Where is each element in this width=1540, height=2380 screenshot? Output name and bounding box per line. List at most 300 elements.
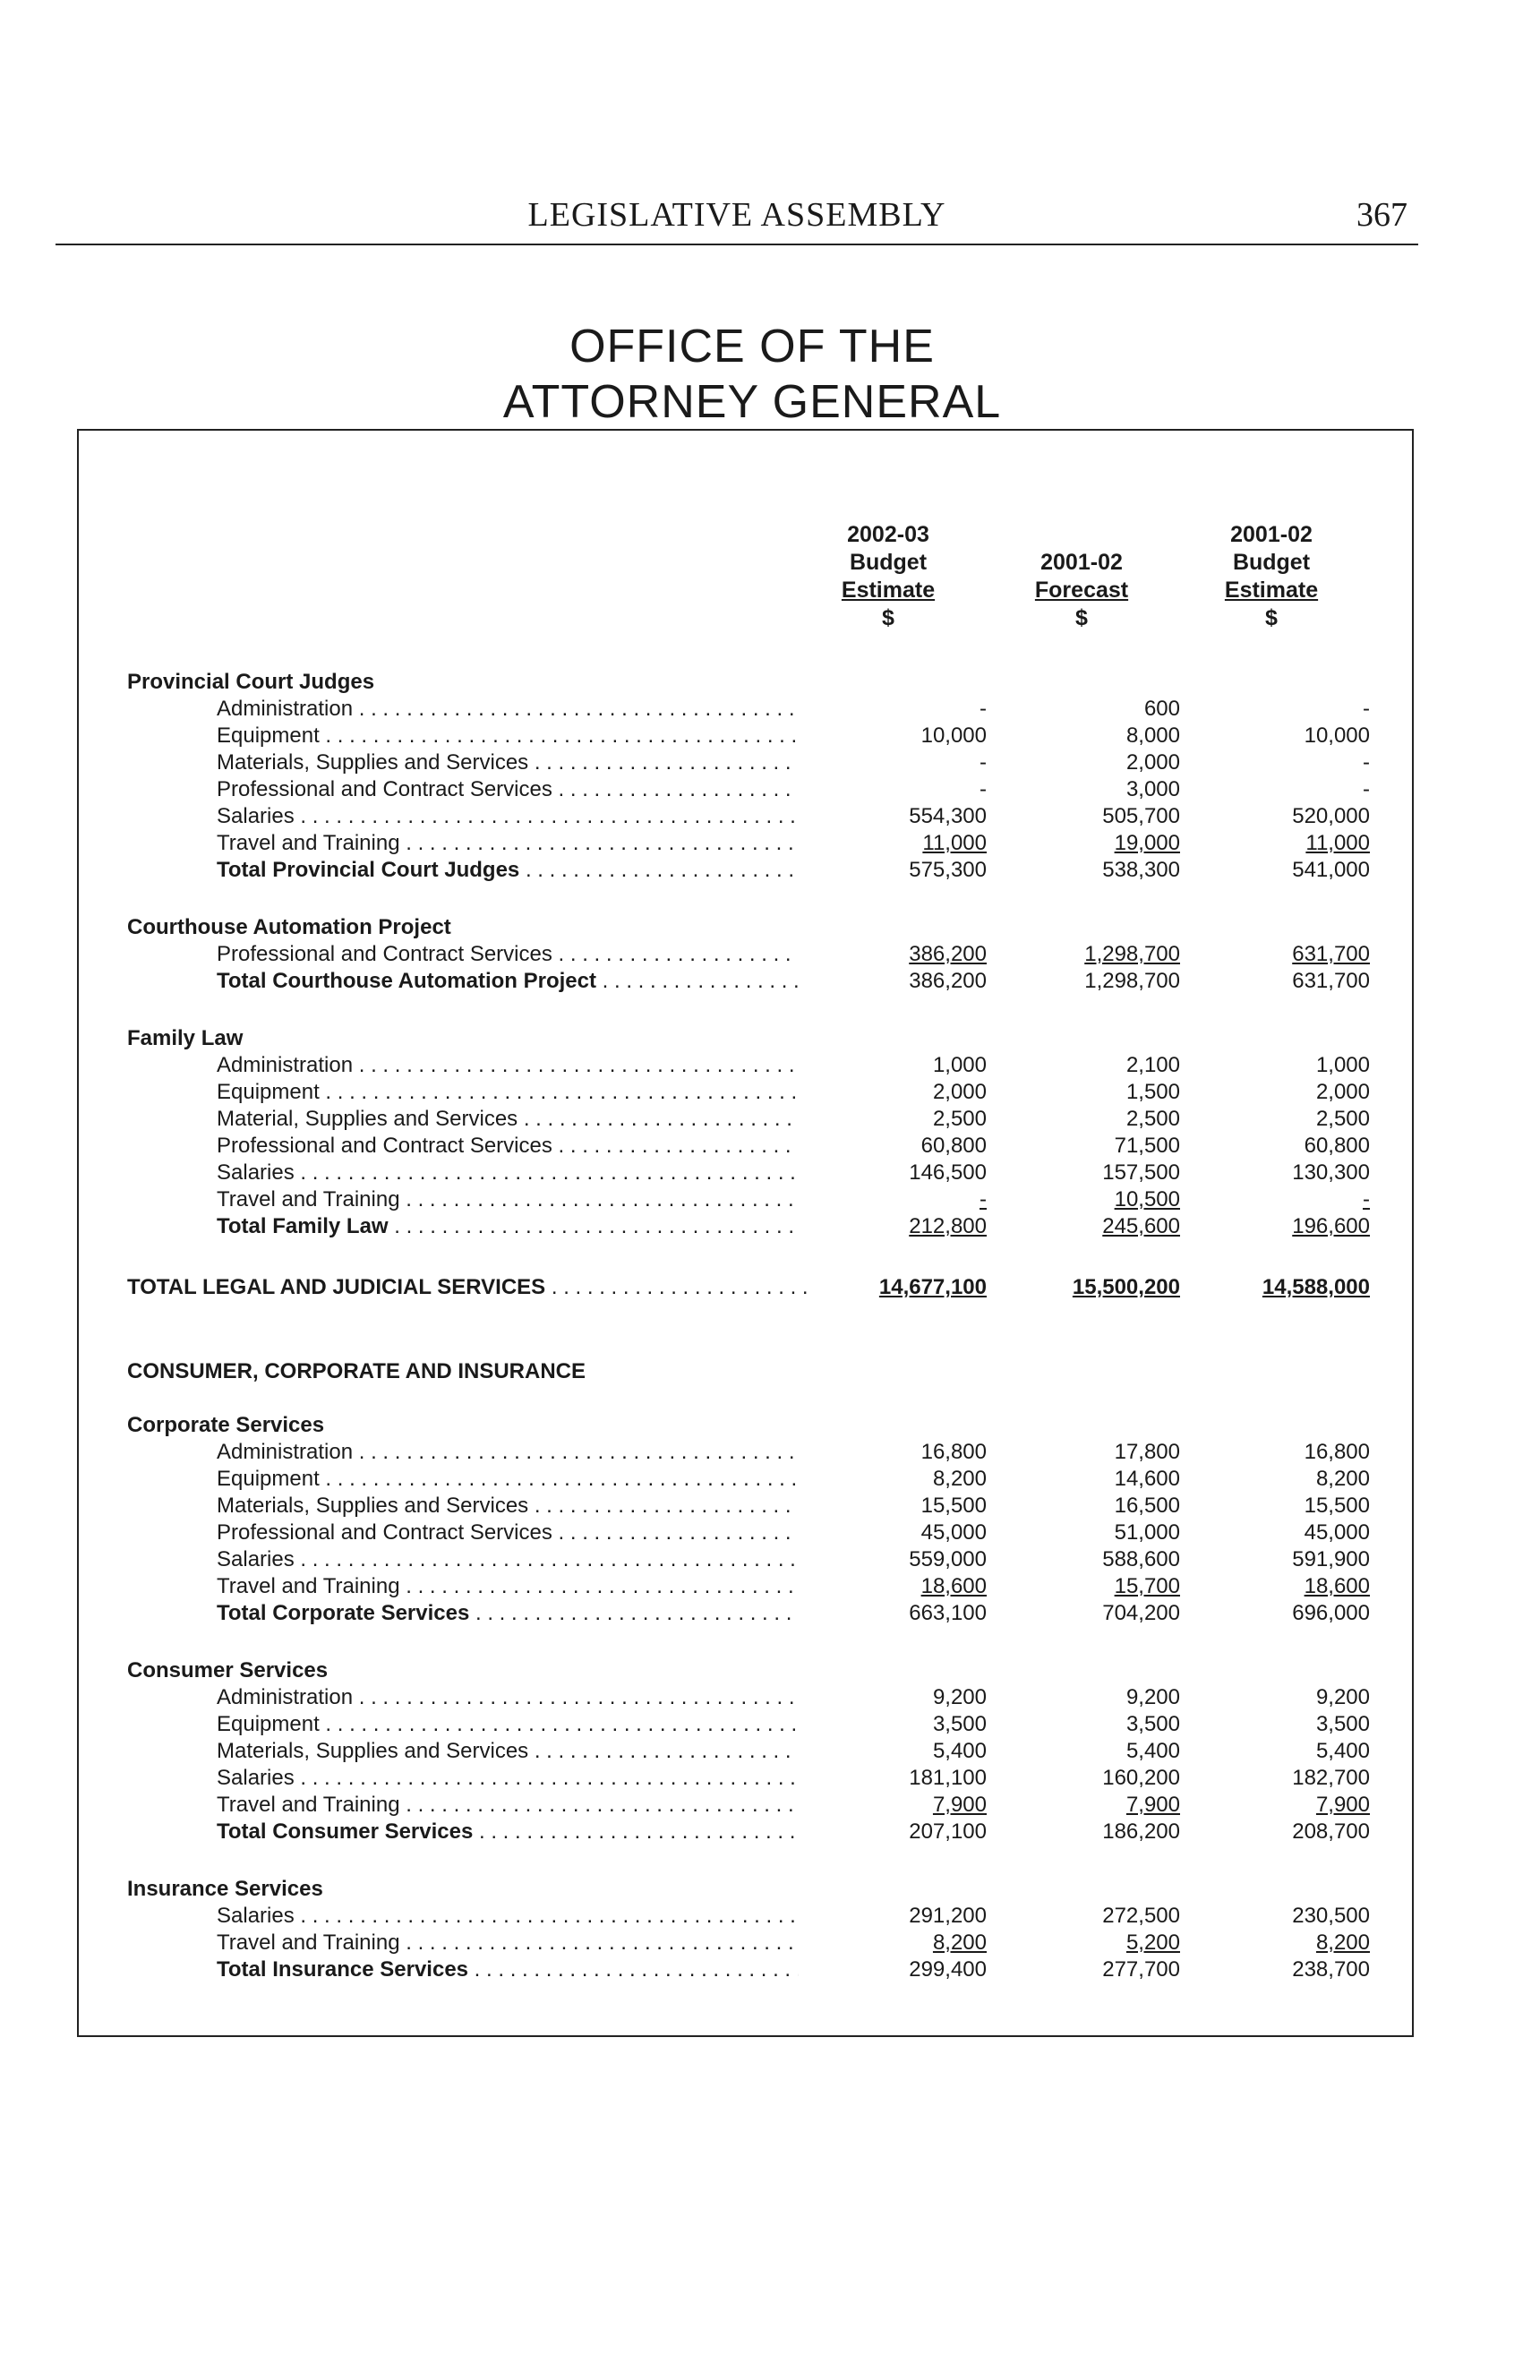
row-value-text: 230,500 (1292, 1904, 1370, 1928)
total-row (0, 858, 1540, 885)
row-value (1173, 831, 1370, 856)
row-value-text: 45,000 (920, 1520, 987, 1545)
row-value (790, 1574, 987, 1599)
row-value-text: 160,200 (1102, 1766, 1180, 1790)
row-value-text: 14,588,000 (1262, 1275, 1370, 1299)
row-value-text: 16,500 (1114, 1494, 1180, 1518)
row-value (1173, 1601, 1370, 1626)
row-label: Salaries . . . (217, 1160, 799, 1186)
row-value (983, 1275, 1180, 1300)
table-row (0, 1107, 1540, 1134)
row-value-text: 10,000 (1304, 723, 1370, 748)
document-title-line2: ATTORNEY GENERAL (502, 376, 1002, 428)
row-value-text: 11,000 (1305, 831, 1370, 855)
row-label: Travel and Training . . . (217, 1187, 799, 1212)
row-label: Total Insurance Services . . . (217, 1957, 799, 1982)
row-value (1173, 1685, 1370, 1710)
row-value (790, 1931, 987, 1956)
column-header-unit: $ (882, 605, 894, 630)
row-value (790, 1134, 987, 1159)
row-label: Total Consumer Services . . . (217, 1819, 799, 1845)
row-value-text: 10,500 (1114, 1187, 1180, 1211)
row-value-text: 2,500 (932, 1107, 987, 1131)
row-value-text: 196,600 (1292, 1214, 1370, 1238)
table-row (0, 1440, 1540, 1467)
total-row (0, 1819, 1540, 1846)
row-value (1173, 1574, 1370, 1599)
row-value-text: 520,000 (1292, 804, 1370, 828)
row-value-text: 2,500 (1315, 1107, 1370, 1131)
row-value-text: 7,900 (1125, 1793, 1180, 1817)
row-value (983, 777, 1180, 802)
row-value-text: 386,200 (909, 942, 987, 966)
row-value-text: 559,000 (909, 1547, 987, 1571)
grand-row (0, 1275, 1540, 1302)
row-value (790, 1547, 987, 1572)
table-row (0, 697, 1540, 723)
row-value-text: 2,000 (1315, 1080, 1370, 1104)
row-label: Materials, Supplies and Services . . . (217, 1494, 799, 1519)
row-label: Insurance Services (127, 1877, 323, 1901)
table-row (0, 804, 1540, 831)
running-head: LEGISLATIVE ASSEMBLY (527, 196, 946, 234)
row-value (983, 1214, 1180, 1239)
section-row (0, 915, 1540, 942)
row-value (790, 1080, 987, 1105)
row-value-text: 51,000 (1114, 1520, 1180, 1545)
row-value-text: 14,600 (1114, 1467, 1180, 1491)
row-value-text: - (1363, 1187, 1370, 1211)
row-value (790, 697, 987, 722)
row-value (983, 1134, 1180, 1159)
row-value-text: 505,700 (1102, 804, 1180, 828)
row-label: Equipment . . . (217, 1080, 799, 1105)
table-row (0, 1160, 1540, 1187)
row-value-text: 15,700 (1114, 1574, 1180, 1598)
row-value (1173, 1793, 1370, 1818)
row-label: Materials, Supplies and Services . . . (217, 750, 799, 775)
row-value-text: 2,000 (1125, 750, 1180, 775)
row-value-text: 146,500 (909, 1160, 987, 1185)
row-label: Administration . . . (217, 1440, 799, 1465)
page-header (56, 195, 1418, 244)
row-value (1173, 1214, 1370, 1239)
row-value-text: 631,700 (1292, 942, 1370, 966)
row-value-text: 386,200 (909, 969, 987, 993)
column-header-line: 2002-03 (847, 522, 929, 547)
row-value-text: 272,500 (1102, 1904, 1180, 1928)
row-value (1173, 723, 1370, 749)
row-value-text: 1,000 (1315, 1053, 1370, 1077)
row-value (1173, 1053, 1370, 1078)
row-value-text: 2,100 (1125, 1053, 1180, 1077)
row-value (983, 1685, 1180, 1710)
row-value (1173, 1931, 1370, 1956)
row-label: Salaries . . . (217, 1904, 799, 1929)
row-label: Administration . . . (217, 1685, 799, 1710)
table-row (0, 723, 1540, 750)
row-value (790, 1793, 987, 1818)
table-row (0, 1187, 1540, 1214)
row-value (983, 1494, 1180, 1519)
row-value (1173, 804, 1370, 829)
row-label: Professional and Contract Services . . . (217, 1520, 799, 1545)
row-value-text: - (980, 777, 987, 801)
row-label: Equipment . . . (217, 1467, 799, 1492)
table-row (0, 1467, 1540, 1494)
row-value-text: 696,000 (1292, 1601, 1370, 1625)
total-row (0, 969, 1540, 996)
row-label: Total Provincial Court Judges . . . (217, 858, 799, 883)
row-value-text: 2,500 (1125, 1107, 1180, 1131)
table-row (0, 750, 1540, 777)
row-value (790, 858, 987, 883)
row-value (983, 831, 1180, 856)
row-value (1173, 1494, 1370, 1519)
row-label: Provincial Court Judges (127, 670, 375, 694)
row-value-text: - (980, 697, 987, 721)
column-header-line: Budget (849, 550, 928, 575)
row-value-text: 14,677,100 (878, 1275, 987, 1299)
document-title (322, 319, 1182, 430)
row-value-text: 10,000 (920, 723, 987, 748)
row-value (790, 1819, 987, 1845)
row-value (1173, 1080, 1370, 1105)
row-label: Consumer Services (127, 1658, 329, 1682)
row-label: Courthouse Automation Project (127, 915, 451, 939)
row-value (790, 942, 987, 967)
total-row (0, 1601, 1540, 1628)
row-value (983, 1739, 1180, 1764)
row-value (790, 1214, 987, 1239)
table-row (0, 1574, 1540, 1601)
row-value-text: 538,300 (1102, 858, 1180, 882)
row-value (790, 1053, 987, 1078)
column-header-line: 2001-02 (1230, 522, 1313, 547)
row-value (983, 1766, 1180, 1791)
table-row (0, 1931, 1540, 1957)
column-header-line: Estimate (1224, 578, 1319, 603)
section-row (0, 1026, 1540, 1053)
row-value (1173, 858, 1370, 883)
row-value-text: - (980, 1187, 987, 1211)
row-value-text: 7,900 (932, 1793, 987, 1817)
row-value (983, 1931, 1180, 1956)
section-row (0, 670, 1540, 697)
row-label: Material, Supplies and Services . . . (217, 1107, 799, 1132)
row-value (1173, 1440, 1370, 1465)
row-value-text: 9,200 (1125, 1685, 1180, 1709)
row-label: Materials, Supplies and Services . . . (217, 1739, 799, 1764)
row-value (983, 858, 1180, 883)
row-value-text: 277,700 (1102, 1957, 1180, 1982)
row-value (983, 1712, 1180, 1737)
row-label: Professional and Contract Services . . . (217, 1134, 799, 1159)
row-value (790, 750, 987, 775)
table-row (0, 1766, 1540, 1793)
column-header-forecast-2001-02 (983, 521, 1180, 632)
row-label: Equipment . . . (217, 723, 799, 749)
row-value-text: 238,700 (1292, 1957, 1370, 1982)
row-value-text: - (980, 750, 987, 775)
row-value-text: 2,000 (932, 1080, 987, 1104)
table-row (0, 1053, 1540, 1080)
row-value (1173, 1739, 1370, 1764)
row-value (1173, 1904, 1370, 1929)
row-value-text: 631,700 (1292, 969, 1370, 993)
row-value-text: 8,200 (1315, 1931, 1370, 1955)
column-header-line: Budget (1232, 550, 1311, 575)
row-value (983, 1187, 1180, 1212)
row-value-text: 60,800 (1304, 1134, 1370, 1158)
row-label: Administration . . . (217, 1053, 799, 1078)
row-value-text: 181,100 (909, 1766, 987, 1790)
row-value-text: 7,900 (1315, 1793, 1370, 1817)
row-value-text: 5,200 (1125, 1931, 1180, 1955)
row-value-text: 18,600 (920, 1574, 987, 1598)
row-value (983, 1053, 1180, 1078)
row-value-text: 554,300 (909, 804, 987, 828)
row-value-text: 15,500 (1304, 1494, 1370, 1518)
row-value-text: - (1363, 777, 1370, 801)
row-value (983, 1601, 1180, 1626)
row-label: Travel and Training . . . (217, 1931, 799, 1956)
row-value (983, 1160, 1180, 1186)
row-value (790, 1440, 987, 1465)
table-row (0, 1494, 1540, 1520)
row-label: Travel and Training . . . (217, 831, 799, 856)
row-value-text: 11,000 (922, 831, 987, 855)
row-value-text: 704,200 (1102, 1601, 1180, 1625)
row-value (1173, 1160, 1370, 1186)
row-value-text: 8,200 (932, 1467, 987, 1491)
row-value (1173, 1107, 1370, 1132)
row-value-text: 1,500 (1125, 1080, 1180, 1104)
row-value-text: 130,300 (1292, 1160, 1370, 1185)
row-value (1173, 1187, 1370, 1212)
table-row (0, 1547, 1540, 1574)
table-row (0, 1080, 1540, 1107)
row-label: Total Family Law . . . (217, 1214, 799, 1239)
row-value-text: 591,900 (1292, 1547, 1370, 1571)
total-row (0, 1214, 1540, 1241)
row-value (790, 1467, 987, 1492)
table-row (0, 777, 1540, 804)
row-value (790, 1187, 987, 1212)
row-label: Salaries . . . (217, 804, 799, 829)
table-row (0, 1520, 1540, 1547)
row-value (1173, 697, 1370, 722)
row-value-text: 71,500 (1114, 1134, 1180, 1158)
row-value (983, 1957, 1180, 1982)
row-value (790, 1520, 987, 1545)
row-value (790, 1107, 987, 1132)
table-row (0, 942, 1540, 969)
row-label: TOTAL LEGAL AND JUDICIAL SERVICES . . . (127, 1275, 808, 1300)
row-value-text: 212,800 (909, 1214, 987, 1238)
row-value (1173, 969, 1370, 994)
row-value-text: 3,500 (1125, 1712, 1180, 1736)
row-value (1173, 1819, 1370, 1845)
row-value-text: 9,200 (932, 1685, 987, 1709)
row-value (983, 1574, 1180, 1599)
row-label: Travel and Training . . . (217, 1574, 799, 1599)
row-value-text: 186,200 (1102, 1819, 1180, 1844)
row-value-text: 208,700 (1292, 1819, 1370, 1844)
row-value (983, 697, 1180, 722)
document-title-line1: OFFICE OF THE (569, 321, 935, 372)
section-row (0, 1413, 1540, 1440)
column-header-line: Forecast (1034, 578, 1129, 603)
row-value-text: - (1363, 697, 1370, 721)
row-value (983, 1520, 1180, 1545)
row-value-text: 45,000 (1304, 1520, 1370, 1545)
section-row (0, 1877, 1540, 1904)
row-value (983, 1547, 1180, 1572)
row-value-text: 8,200 (932, 1931, 987, 1955)
row-value-text: 299,400 (909, 1957, 987, 1982)
table-row (0, 1134, 1540, 1160)
row-label: Total Courthouse Automation Project . . . (217, 969, 799, 994)
page-number: 367 (1356, 196, 1407, 234)
row-value (1173, 1712, 1370, 1737)
table-row (0, 1712, 1540, 1739)
table-row (0, 1739, 1540, 1766)
row-value (790, 804, 987, 829)
total-row (0, 1957, 1540, 1984)
row-value-text: 541,000 (1292, 858, 1370, 882)
row-label: Professional and Contract Services . . . (217, 777, 799, 802)
row-value (1173, 942, 1370, 967)
row-value (1173, 1766, 1370, 1791)
row-value (790, 1766, 987, 1791)
row-label: Travel and Training . . . (217, 1793, 799, 1818)
row-value (790, 777, 987, 802)
row-value-text: 3,000 (1125, 777, 1180, 801)
row-value (790, 723, 987, 749)
row-value-text: 245,600 (1102, 1214, 1180, 1238)
row-value (790, 1494, 987, 1519)
row-value-text: - (1363, 750, 1370, 775)
row-value (790, 1601, 987, 1626)
column-header-line: Estimate (841, 578, 936, 603)
row-value-text: 157,500 (1102, 1160, 1180, 1185)
row-value (983, 723, 1180, 749)
row-value (983, 1107, 1180, 1132)
row-value-text: 1,298,700 (1084, 969, 1180, 993)
table-row (0, 1685, 1540, 1712)
row-value-text: 291,200 (909, 1904, 987, 1928)
column-header-unit: $ (1265, 605, 1278, 630)
row-value (983, 969, 1180, 994)
row-value (1173, 750, 1370, 775)
row-value (790, 969, 987, 994)
row-value (983, 1793, 1180, 1818)
row-label: Salaries . . . (217, 1547, 799, 1572)
row-value-text: 575,300 (909, 858, 987, 882)
row-value (983, 804, 1180, 829)
row-value-text: 182,700 (1292, 1766, 1370, 1790)
row-value-text: 8,000 (1125, 723, 1180, 748)
dept-row (0, 1359, 1540, 1386)
table-row (0, 1793, 1540, 1819)
row-value (1173, 1957, 1370, 1982)
row-value (790, 1275, 987, 1300)
row-label: Administration . . . (217, 697, 799, 722)
row-value-text: 1,298,700 (1084, 942, 1180, 966)
row-value-text: 663,100 (909, 1601, 987, 1625)
row-value-text: 600 (1143, 697, 1180, 721)
row-value-text: 5,400 (1315, 1739, 1370, 1763)
row-value-text: 19,000 (1114, 831, 1180, 855)
row-value (1173, 1547, 1370, 1572)
row-value-text: 16,800 (1304, 1440, 1370, 1464)
row-label: Professional and Contract Services . . . (217, 942, 799, 967)
row-value (790, 1739, 987, 1764)
row-value (1173, 777, 1370, 802)
row-value (790, 1685, 987, 1710)
row-value-text: 5,400 (1125, 1739, 1180, 1763)
row-value (1173, 1275, 1370, 1300)
row-label: CONSUMER, CORPORATE AND INSURANCE (127, 1359, 586, 1383)
row-value-text: 60,800 (920, 1134, 987, 1158)
row-value-text: 9,200 (1315, 1685, 1370, 1709)
row-value-text: 8,200 (1315, 1467, 1370, 1491)
row-label: Equipment . . . (217, 1712, 799, 1737)
row-value-text: 18,600 (1304, 1574, 1370, 1598)
row-value (983, 750, 1180, 775)
row-value-text: 16,800 (920, 1440, 987, 1464)
row-value (790, 1160, 987, 1186)
row-value (1173, 1467, 1370, 1492)
row-value-text: 3,500 (932, 1712, 987, 1736)
row-value (790, 1712, 987, 1737)
section-row (0, 1658, 1540, 1685)
row-value (790, 1904, 987, 1929)
column-header-budget-estimate-2002-03 (790, 521, 987, 632)
row-value (1173, 1134, 1370, 1159)
row-value-text: 15,500,200 (1072, 1275, 1180, 1299)
row-value-text: 588,600 (1102, 1547, 1180, 1571)
row-value (983, 942, 1180, 967)
table-row (0, 831, 1540, 858)
row-value (790, 831, 987, 856)
table-row (0, 1904, 1540, 1931)
row-value (790, 1957, 987, 1982)
row-value (1173, 1520, 1370, 1545)
row-label: Corporate Services (127, 1413, 325, 1437)
row-value-text: 15,500 (920, 1494, 987, 1518)
row-label: Family Law (127, 1026, 244, 1050)
row-value (983, 1904, 1180, 1929)
column-header-budget-estimate-2001-02 (1173, 521, 1370, 632)
row-label: Salaries . . . (217, 1766, 799, 1791)
column-header-line (983, 521, 1180, 549)
row-value (983, 1467, 1180, 1492)
column-header-line: 2001-02 (1040, 550, 1123, 575)
row-value-text: 17,800 (1114, 1440, 1180, 1464)
header-rule (56, 244, 1418, 245)
row-value-text: 1,000 (932, 1053, 987, 1077)
row-value-text: 207,100 (909, 1819, 987, 1844)
column-header-unit: $ (1075, 605, 1088, 630)
row-value-text: 5,400 (932, 1739, 987, 1763)
row-label: Total Corporate Services . . . (217, 1601, 799, 1626)
row-value-text: 3,500 (1315, 1712, 1370, 1736)
row-value (983, 1440, 1180, 1465)
row-value (983, 1819, 1180, 1845)
row-value (983, 1080, 1180, 1105)
